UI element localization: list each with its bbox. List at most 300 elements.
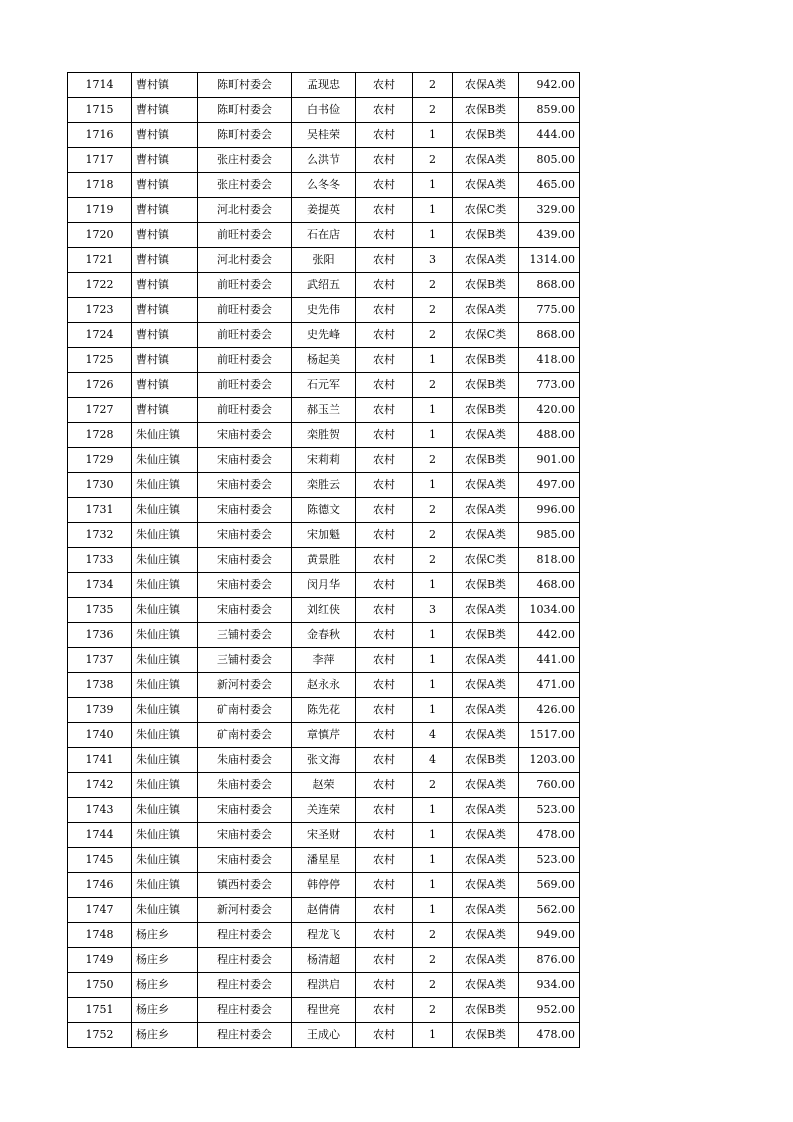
amount-cell: 329.00 <box>519 198 580 223</box>
table-row <box>68 248 580 273</box>
village-committee-cell: 前旺村委会 <box>198 298 292 323</box>
name-cell: 张阳 <box>292 248 356 273</box>
household-type-cell: 农村 <box>356 648 413 673</box>
household-type-cell: 农村 <box>356 773 413 798</box>
town-cell: 朱仙庄镇 <box>132 773 198 798</box>
table-row <box>68 73 580 98</box>
person-count-cell: 1 <box>413 873 453 898</box>
village-committee-cell: 三铺村委会 <box>198 648 292 673</box>
row-number-cell: 1739 <box>68 698 132 723</box>
category-cell: 农保A类 <box>453 798 519 823</box>
household-type-cell: 农村 <box>356 98 413 123</box>
amount-cell: 1314.00 <box>519 248 580 273</box>
person-count-cell: 2 <box>413 448 453 473</box>
town-cell: 朱仙庄镇 <box>132 523 198 548</box>
amount-cell: 760.00 <box>519 773 580 798</box>
town-cell: 杨庄乡 <box>132 923 198 948</box>
row-number-cell: 1722 <box>68 273 132 298</box>
table-row <box>68 423 580 448</box>
category-cell: 农保B类 <box>453 748 519 773</box>
category-cell: 农保B类 <box>453 998 519 1023</box>
row-number-cell: 1716 <box>68 123 132 148</box>
table-row <box>68 448 580 473</box>
name-cell: 赵荣 <box>292 773 356 798</box>
category-cell: 农保A类 <box>453 673 519 698</box>
village-committee-cell: 前旺村委会 <box>198 323 292 348</box>
person-count-cell: 1 <box>413 398 453 423</box>
person-count-cell: 2 <box>413 923 453 948</box>
amount-cell: 859.00 <box>519 98 580 123</box>
row-number-cell: 1732 <box>68 523 132 548</box>
name-cell: 章慎芹 <box>292 723 356 748</box>
category-cell: 农保B类 <box>453 573 519 598</box>
town-cell: 曹村镇 <box>132 348 198 373</box>
household-type-cell: 农村 <box>356 873 413 898</box>
person-count-cell: 1 <box>413 198 453 223</box>
town-cell: 朱仙庄镇 <box>132 623 198 648</box>
village-committee-cell: 河北村委会 <box>198 198 292 223</box>
town-cell: 朱仙庄镇 <box>132 498 198 523</box>
row-number-cell: 1736 <box>68 623 132 648</box>
table-row <box>68 498 580 523</box>
household-type-cell: 农村 <box>356 673 413 698</box>
person-count-cell: 1 <box>413 848 453 873</box>
person-count-cell: 2 <box>413 773 453 798</box>
household-type-cell: 农村 <box>356 248 413 273</box>
town-cell: 朱仙庄镇 <box>132 798 198 823</box>
household-type-cell: 农村 <box>356 273 413 298</box>
table-row <box>68 848 580 873</box>
table-row <box>68 623 580 648</box>
row-number-cell: 1743 <box>68 798 132 823</box>
village-committee-cell: 宋庙村委会 <box>198 823 292 848</box>
town-cell: 杨庄乡 <box>132 998 198 1023</box>
amount-cell: 562.00 <box>519 898 580 923</box>
town-cell: 曹村镇 <box>132 248 198 273</box>
amount-cell: 439.00 <box>519 223 580 248</box>
category-cell: 农保A类 <box>453 248 519 273</box>
village-committee-cell: 张庄村委会 <box>198 148 292 173</box>
village-committee-cell: 宋庙村委会 <box>198 573 292 598</box>
person-count-cell: 2 <box>413 273 453 298</box>
category-cell: 农保A类 <box>453 598 519 623</box>
row-number-cell: 1717 <box>68 148 132 173</box>
name-cell: 史先峰 <box>292 323 356 348</box>
category-cell: 农保B类 <box>453 273 519 298</box>
person-count-cell: 2 <box>413 498 453 523</box>
household-type-cell: 农村 <box>356 923 413 948</box>
category-cell: 农保A类 <box>453 298 519 323</box>
row-number-cell: 1746 <box>68 873 132 898</box>
row-number-cell: 1715 <box>68 98 132 123</box>
row-number-cell: 1719 <box>68 198 132 223</box>
household-type-cell: 农村 <box>356 723 413 748</box>
name-cell: 关连荣 <box>292 798 356 823</box>
village-committee-cell: 陈町村委会 <box>198 73 292 98</box>
row-number-cell: 1742 <box>68 773 132 798</box>
category-cell: 农保B类 <box>453 448 519 473</box>
name-cell: 程龙飞 <box>292 923 356 948</box>
category-cell: 农保A类 <box>453 723 519 748</box>
row-number-cell: 1726 <box>68 373 132 398</box>
town-cell: 曹村镇 <box>132 73 198 98</box>
category-cell: 农保B类 <box>453 223 519 248</box>
person-count-cell: 3 <box>413 248 453 273</box>
row-number-cell: 1751 <box>68 998 132 1023</box>
person-count-cell: 3 <box>413 598 453 623</box>
person-count-cell: 1 <box>413 648 453 673</box>
name-cell: 韩停停 <box>292 873 356 898</box>
table-row <box>68 548 580 573</box>
table-row <box>68 773 580 798</box>
table-row <box>68 948 580 973</box>
village-committee-cell: 前旺村委会 <box>198 348 292 373</box>
person-count-cell: 2 <box>413 298 453 323</box>
household-type-cell: 农村 <box>356 898 413 923</box>
household-type-cell: 农村 <box>356 498 413 523</box>
household-type-cell: 农村 <box>356 298 413 323</box>
town-cell: 曹村镇 <box>132 123 198 148</box>
row-number-cell: 1729 <box>68 448 132 473</box>
amount-cell: 1517.00 <box>519 723 580 748</box>
name-cell: 程世亮 <box>292 998 356 1023</box>
person-count-cell: 1 <box>413 423 453 448</box>
table-row <box>68 598 580 623</box>
table-row <box>68 273 580 298</box>
amount-cell: 471.00 <box>519 673 580 698</box>
village-committee-cell: 朱庙村委会 <box>198 773 292 798</box>
name-cell: 陈先花 <box>292 698 356 723</box>
table-row <box>68 923 580 948</box>
person-count-cell: 2 <box>413 548 453 573</box>
row-number-cell: 1737 <box>68 648 132 673</box>
village-committee-cell: 前旺村委会 <box>198 223 292 248</box>
village-committee-cell: 陈町村委会 <box>198 123 292 148</box>
household-type-cell: 农村 <box>356 173 413 198</box>
amount-cell: 468.00 <box>519 573 580 598</box>
category-cell: 农保A类 <box>453 773 519 798</box>
category-cell: 农保A类 <box>453 848 519 873</box>
amount-cell: 488.00 <box>519 423 580 448</box>
person-count-cell: 1 <box>413 223 453 248</box>
village-committee-cell: 前旺村委会 <box>198 398 292 423</box>
category-cell: 农保A类 <box>453 898 519 923</box>
village-committee-cell: 前旺村委会 <box>198 373 292 398</box>
name-cell: 吴桂荣 <box>292 123 356 148</box>
row-number-cell: 1752 <box>68 1023 132 1048</box>
category-cell: 农保B类 <box>453 98 519 123</box>
name-cell: 闵月华 <box>292 573 356 598</box>
table-body <box>68 73 580 1048</box>
category-cell: 农保B类 <box>453 1023 519 1048</box>
table-row <box>68 898 580 923</box>
person-count-cell: 2 <box>413 523 453 548</box>
household-type-cell: 农村 <box>356 448 413 473</box>
row-number-cell: 1727 <box>68 398 132 423</box>
household-type-cell: 农村 <box>356 473 413 498</box>
town-cell: 曹村镇 <box>132 148 198 173</box>
category-cell: 农保C类 <box>453 323 519 348</box>
table-row <box>68 473 580 498</box>
household-type-cell: 农村 <box>356 998 413 1023</box>
row-number-cell: 1724 <box>68 323 132 348</box>
table-row <box>68 673 580 698</box>
category-cell: 农保B类 <box>453 623 519 648</box>
household-type-cell: 农村 <box>356 373 413 398</box>
row-number-cell: 1720 <box>68 223 132 248</box>
amount-cell: 949.00 <box>519 923 580 948</box>
amount-cell: 996.00 <box>519 498 580 523</box>
table-row <box>68 148 580 173</box>
row-number-cell: 1723 <box>68 298 132 323</box>
amount-cell: 901.00 <box>519 448 580 473</box>
village-committee-cell: 新河村委会 <box>198 898 292 923</box>
amount-cell: 444.00 <box>519 123 580 148</box>
amount-cell: 952.00 <box>519 998 580 1023</box>
person-count-cell: 4 <box>413 748 453 773</box>
village-committee-cell: 新河村委会 <box>198 673 292 698</box>
town-cell: 朱仙庄镇 <box>132 873 198 898</box>
table-row <box>68 173 580 198</box>
amount-cell: 478.00 <box>519 823 580 848</box>
person-count-cell: 1 <box>413 823 453 848</box>
table-row <box>68 873 580 898</box>
table-row <box>68 1023 580 1048</box>
town-cell: 朱仙庄镇 <box>132 723 198 748</box>
row-number-cell: 1718 <box>68 173 132 198</box>
name-cell: 张文海 <box>292 748 356 773</box>
name-cell: 么冬冬 <box>292 173 356 198</box>
amount-cell: 1203.00 <box>519 748 580 773</box>
amount-cell: 441.00 <box>519 648 580 673</box>
household-type-cell: 农村 <box>356 123 413 148</box>
name-cell: 赵倩倩 <box>292 898 356 923</box>
category-cell: 农保A类 <box>453 423 519 448</box>
village-committee-cell: 程庄村委会 <box>198 1023 292 1048</box>
household-type-cell: 农村 <box>356 548 413 573</box>
category-cell: 农保A类 <box>453 473 519 498</box>
table-row <box>68 823 580 848</box>
town-cell: 曹村镇 <box>132 98 198 123</box>
household-type-cell: 农村 <box>356 73 413 98</box>
row-number-cell: 1734 <box>68 573 132 598</box>
amount-cell: 523.00 <box>519 798 580 823</box>
village-committee-cell: 矿南村委会 <box>198 723 292 748</box>
household-type-cell: 农村 <box>356 223 413 248</box>
person-count-cell: 2 <box>413 148 453 173</box>
row-number-cell: 1741 <box>68 748 132 773</box>
amount-cell: 465.00 <box>519 173 580 198</box>
village-committee-cell: 程庄村委会 <box>198 923 292 948</box>
table-row <box>68 348 580 373</box>
name-cell: 金春秋 <box>292 623 356 648</box>
household-type-cell: 农村 <box>356 323 413 348</box>
amount-cell: 497.00 <box>519 473 580 498</box>
village-committee-cell: 宋庙村委会 <box>198 423 292 448</box>
name-cell: 宋加魁 <box>292 523 356 548</box>
category-cell: 农保C类 <box>453 198 519 223</box>
person-count-cell: 1 <box>413 623 453 648</box>
category-cell: 农保A类 <box>453 923 519 948</box>
household-type-cell: 农村 <box>356 848 413 873</box>
row-number-cell: 1714 <box>68 73 132 98</box>
household-type-cell: 农村 <box>356 1023 413 1048</box>
row-number-cell: 1735 <box>68 598 132 623</box>
person-count-cell: 2 <box>413 98 453 123</box>
amount-cell: 569.00 <box>519 873 580 898</box>
person-count-cell: 2 <box>413 948 453 973</box>
name-cell: 宋莉莉 <box>292 448 356 473</box>
amount-cell: 426.00 <box>519 698 580 723</box>
town-cell: 曹村镇 <box>132 273 198 298</box>
benefit-list-table <box>67 72 580 1048</box>
town-cell: 朱仙庄镇 <box>132 898 198 923</box>
household-type-cell: 农村 <box>356 748 413 773</box>
town-cell: 曹村镇 <box>132 198 198 223</box>
category-cell: 农保A类 <box>453 873 519 898</box>
row-number-cell: 1733 <box>68 548 132 573</box>
town-cell: 朱仙庄镇 <box>132 548 198 573</box>
row-number-cell: 1738 <box>68 673 132 698</box>
village-committee-cell: 宋庙村委会 <box>198 598 292 623</box>
name-cell: 黄景胜 <box>292 548 356 573</box>
name-cell: 么洪节 <box>292 148 356 173</box>
category-cell: 农保A类 <box>453 498 519 523</box>
person-count-cell: 1 <box>413 673 453 698</box>
amount-cell: 420.00 <box>519 398 580 423</box>
household-type-cell: 农村 <box>356 348 413 373</box>
row-number-cell: 1731 <box>68 498 132 523</box>
name-cell: 白书俭 <box>292 98 356 123</box>
amount-cell: 1034.00 <box>519 598 580 623</box>
town-cell: 朱仙庄镇 <box>132 648 198 673</box>
town-cell: 曹村镇 <box>132 323 198 348</box>
row-number-cell: 1748 <box>68 923 132 948</box>
category-cell: 农保B类 <box>453 123 519 148</box>
household-type-cell: 农村 <box>356 398 413 423</box>
person-count-cell: 1 <box>413 698 453 723</box>
category-cell: 农保B类 <box>453 348 519 373</box>
name-cell: 栾胜云 <box>292 473 356 498</box>
person-count-cell: 2 <box>413 73 453 98</box>
household-type-cell: 农村 <box>356 798 413 823</box>
name-cell: 石元军 <box>292 373 356 398</box>
table-row <box>68 98 580 123</box>
row-number-cell: 1747 <box>68 898 132 923</box>
town-cell: 杨庄乡 <box>132 948 198 973</box>
town-cell: 朱仙庄镇 <box>132 448 198 473</box>
village-committee-cell: 宋庙村委会 <box>198 523 292 548</box>
category-cell: 农保A类 <box>453 698 519 723</box>
category-cell: 农保B类 <box>453 398 519 423</box>
person-count-cell: 1 <box>413 798 453 823</box>
town-cell: 曹村镇 <box>132 223 198 248</box>
town-cell: 杨庄乡 <box>132 1023 198 1048</box>
name-cell: 潘星星 <box>292 848 356 873</box>
person-count-cell: 2 <box>413 973 453 998</box>
category-cell: 农保A类 <box>453 648 519 673</box>
table-row <box>68 998 580 1023</box>
name-cell: 栾胜贺 <box>292 423 356 448</box>
amount-cell: 805.00 <box>519 148 580 173</box>
town-cell: 朱仙庄镇 <box>132 423 198 448</box>
household-type-cell: 农村 <box>356 523 413 548</box>
village-committee-cell: 陈町村委会 <box>198 98 292 123</box>
town-cell: 朱仙庄镇 <box>132 748 198 773</box>
town-cell: 曹村镇 <box>132 298 198 323</box>
name-cell: 刘红侠 <box>292 598 356 623</box>
town-cell: 朱仙庄镇 <box>132 848 198 873</box>
village-committee-cell: 宋庙村委会 <box>198 498 292 523</box>
household-type-cell: 农村 <box>356 973 413 998</box>
amount-cell: 523.00 <box>519 848 580 873</box>
category-cell: 农保A类 <box>453 973 519 998</box>
person-count-cell: 1 <box>413 348 453 373</box>
amount-cell: 478.00 <box>519 1023 580 1048</box>
name-cell: 程洪启 <box>292 973 356 998</box>
town-cell: 朱仙庄镇 <box>132 673 198 698</box>
table-row <box>68 373 580 398</box>
village-committee-cell: 三铺村委会 <box>198 623 292 648</box>
table-row <box>68 123 580 148</box>
village-committee-cell: 宋庙村委会 <box>198 798 292 823</box>
table-row <box>68 748 580 773</box>
category-cell: 农保C类 <box>453 548 519 573</box>
amount-cell: 818.00 <box>519 548 580 573</box>
name-cell: 杨清超 <box>292 948 356 973</box>
village-committee-cell: 宋庙村委会 <box>198 848 292 873</box>
row-number-cell: 1749 <box>68 948 132 973</box>
person-count-cell: 1 <box>413 173 453 198</box>
village-committee-cell: 前旺村委会 <box>198 273 292 298</box>
town-cell: 曹村镇 <box>132 398 198 423</box>
town-cell: 朱仙庄镇 <box>132 598 198 623</box>
table-row <box>68 798 580 823</box>
name-cell: 郝玉兰 <box>292 398 356 423</box>
village-committee-cell: 矿南村委会 <box>198 698 292 723</box>
row-number-cell: 1728 <box>68 423 132 448</box>
amount-cell: 773.00 <box>519 373 580 398</box>
amount-cell: 985.00 <box>519 523 580 548</box>
person-count-cell: 4 <box>413 723 453 748</box>
household-type-cell: 农村 <box>356 948 413 973</box>
category-cell: 农保A类 <box>453 173 519 198</box>
name-cell: 宋圣财 <box>292 823 356 848</box>
person-count-cell: 1 <box>413 123 453 148</box>
row-number-cell: 1721 <box>68 248 132 273</box>
table-row <box>68 323 580 348</box>
village-committee-cell: 程庄村委会 <box>198 998 292 1023</box>
person-count-cell: 1 <box>413 1023 453 1048</box>
household-type-cell: 农村 <box>356 148 413 173</box>
row-number-cell: 1730 <box>68 473 132 498</box>
village-committee-cell: 程庄村委会 <box>198 948 292 973</box>
amount-cell: 775.00 <box>519 298 580 323</box>
table-row <box>68 198 580 223</box>
village-committee-cell: 程庄村委会 <box>198 973 292 998</box>
household-type-cell: 农村 <box>356 823 413 848</box>
household-type-cell: 农村 <box>356 623 413 648</box>
name-cell: 武绍五 <box>292 273 356 298</box>
amount-cell: 868.00 <box>519 323 580 348</box>
amount-cell: 442.00 <box>519 623 580 648</box>
village-committee-cell: 镇西村委会 <box>198 873 292 898</box>
name-cell: 赵永永 <box>292 673 356 698</box>
table-row <box>68 398 580 423</box>
name-cell: 陈德文 <box>292 498 356 523</box>
category-cell: 农保A类 <box>453 523 519 548</box>
name-cell: 王成心 <box>292 1023 356 1048</box>
